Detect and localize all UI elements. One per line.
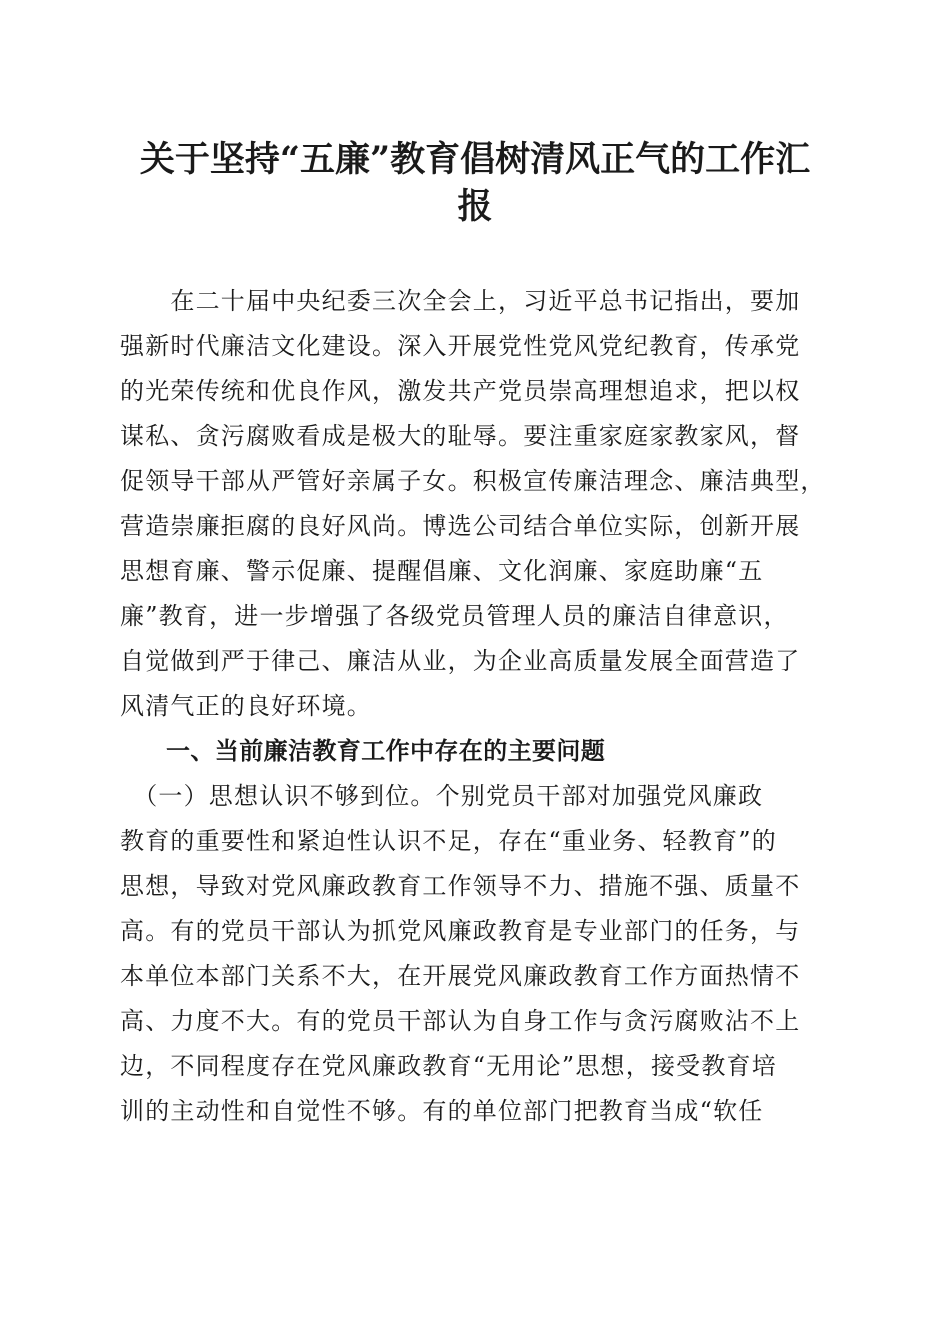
text-line: 强新时代廉洁文化建设。深入开展党性党风党纪教育，传承党	[120, 332, 801, 360]
text-line: 促领导干部从严管好亲属子女。积极宣传廉洁理念、廉洁典型，	[120, 467, 826, 495]
document-title	[100, 136, 850, 230]
text-line: 教育的重要性和紧迫性认识不足，存在“重业务、轻教育”的	[120, 827, 777, 855]
text-line: 廉”教育，进一步增强了各级党员管理人员的廉洁自律意识，	[120, 602, 789, 630]
text-line: 思想，导致对党风廉政教育工作领导不力、措施不强、质量不	[120, 872, 801, 900]
text-line: 营造崇廉拒腐的良好风尚。博选公司结合单位实际，创新开展	[120, 512, 801, 540]
text-line: 思想育廉、警示促廉、提醒倡廉、文化润廉、家庭助廉“五	[120, 557, 764, 585]
title-line: 报	[457, 186, 493, 227]
text-line: 边，不同程度存在党风廉政教育“无用论”思想，接受教育培	[120, 1052, 777, 1080]
text-line: 高。有的党员干部认为抓党风廉政教育是专业部门的任务，与	[120, 917, 801, 945]
text-line: 高、力度不大。有的党员干部认为自身工作与贪污腐败沾不上	[120, 1007, 801, 1035]
text-line: 本单位本部门关系不大，在开展党风廉政教育工作方面热情不	[120, 962, 801, 990]
text-line: （一）思想认识不够到位。个别党员干部对加强党风廉政	[120, 782, 764, 810]
text-line: 自觉做到严于律己、廉洁从业，为企业高质量发展全面营造了	[120, 647, 801, 675]
text-line: 在二十届中央纪委三次全会上，习近平总书记指出，要加	[120, 287, 801, 315]
text-line: 的光荣传统和优良作风，激发共产党员崇高理想追求，把以权	[120, 377, 801, 405]
section-heading: 一、当前廉洁教育工作中存在的主要问题	[166, 737, 606, 765]
intro-paragraph	[120, 279, 835, 729]
problem-paragraph	[120, 774, 835, 1134]
text-line: 谋私、贪污腐败看成是极大的耻辱。要注重家庭家教家风，督	[120, 422, 801, 450]
title-line: 关于坚持“五廉”教育倡树清风正气的工作汇	[139, 139, 811, 180]
text-line: 训的主动性和自觉性不够。有的单位部门把教育当成“软任	[120, 1097, 764, 1125]
document-body	[120, 279, 835, 1134]
text-line: 风清气正的良好环境。	[120, 692, 372, 720]
